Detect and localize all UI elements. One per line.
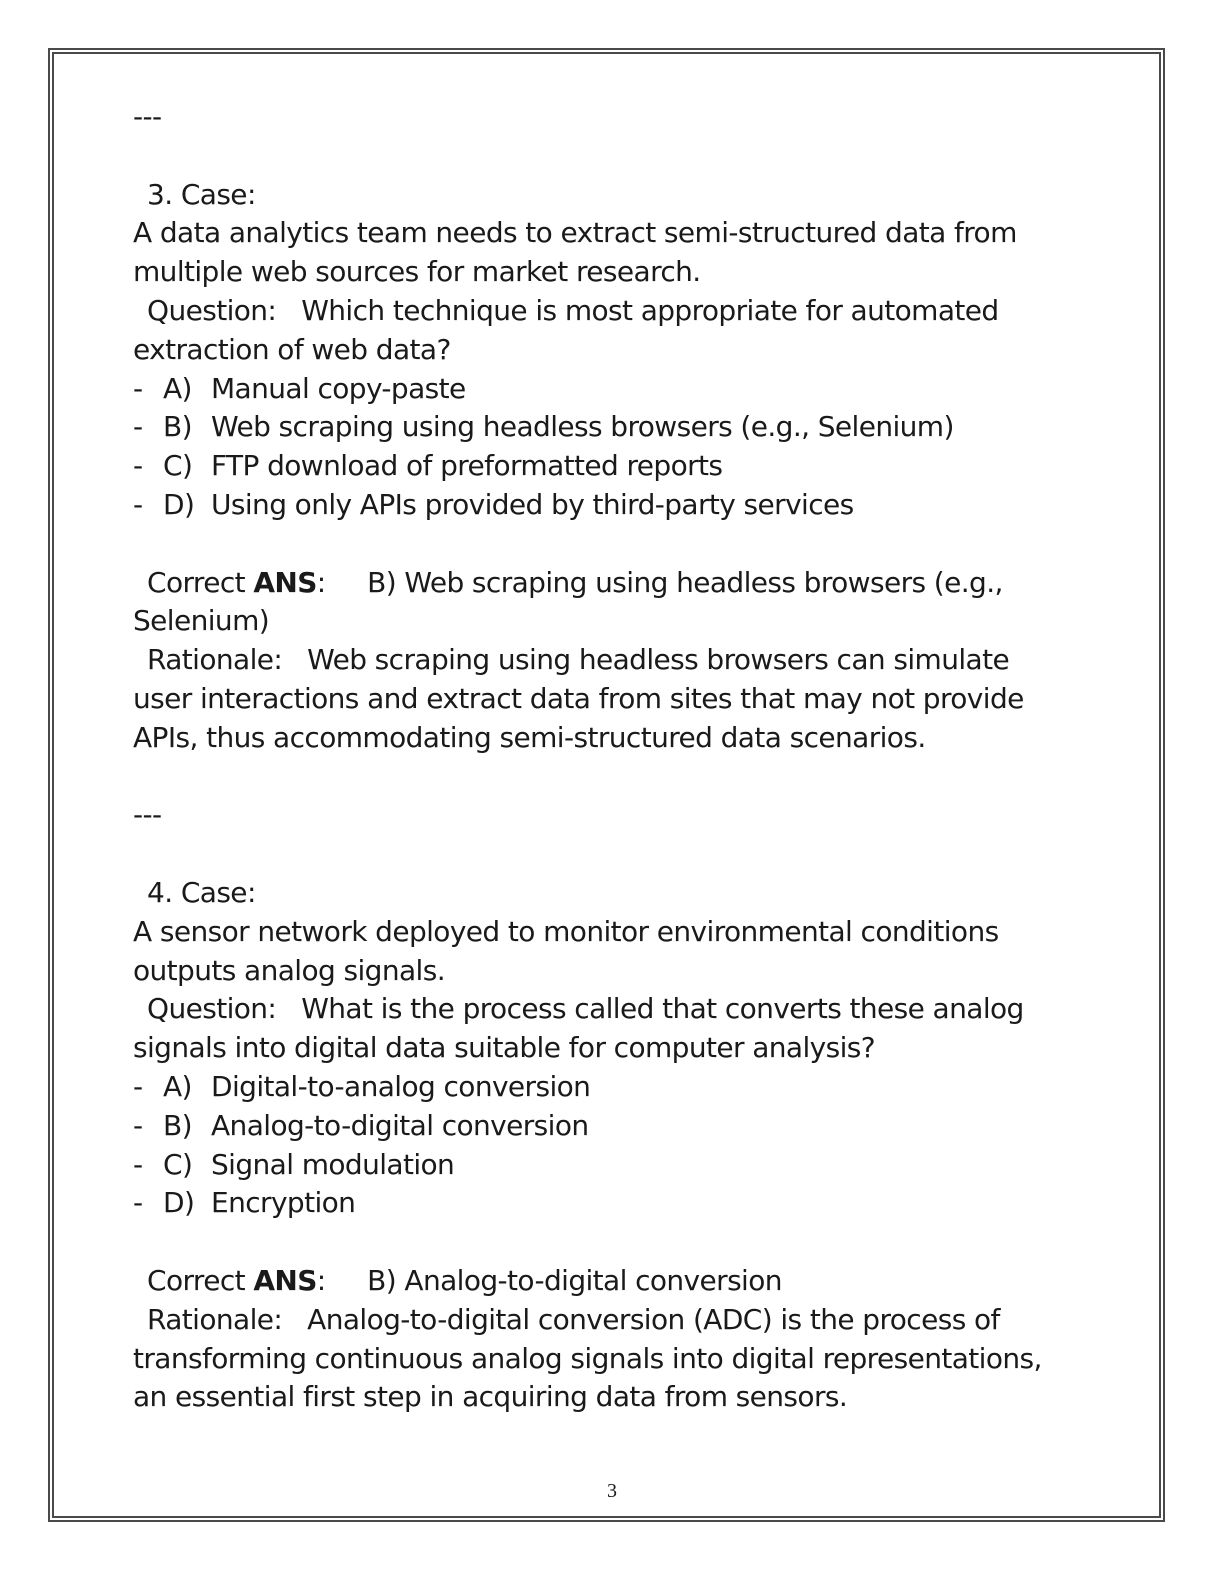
option-letter: A): [163, 1069, 192, 1103]
page-number: 3: [607, 1480, 617, 1502]
option-d: - D) Encryption: [133, 1184, 1093, 1223]
option-letter: A): [163, 371, 192, 405]
option-letter: C): [163, 1147, 193, 1181]
answer-bold-label: ANS: [253, 1263, 317, 1297]
rationale-line: transforming continuous analog signals into digital representations,: [133, 1341, 1042, 1375]
option-d: - D) Using only APIs provided by third-party services: [133, 486, 1093, 525]
rationale-line: Analog-to-digital conversion (ADC) is the process of: [307, 1302, 1000, 1336]
option-c: - C) Signal modulation: [133, 1146, 1093, 1185]
question: [133, 990, 1093, 1029]
rationale: [133, 1301, 1093, 1340]
option-text: Manual copy-paste: [211, 371, 466, 405]
document-body: [133, 98, 1093, 1417]
question-line: signals into digital data suitable for computer analysis?: [133, 1031, 876, 1065]
rationale-line: Web scraping using headless browsers can simulate: [307, 643, 1010, 677]
answer-line: Selenium): [133, 604, 270, 638]
option-letter: B): [163, 1108, 192, 1142]
question: [133, 292, 1093, 331]
option-text: Analog-to-digital conversion: [211, 1108, 589, 1142]
option-c: - C) FTP download of preformatted reports: [133, 447, 1093, 486]
separator: ---: [133, 798, 162, 832]
option-text: Web scraping using headless browsers (e.g., Selenium): [211, 410, 954, 444]
question-line: What is the process called that converts these analog: [301, 992, 1024, 1026]
answer-line: B) Web scraping using headless browsers (e.g.,: [367, 565, 1003, 599]
option-a: - A) Manual copy-paste: [133, 370, 1093, 409]
rationale-label: Rationale:: [147, 1302, 283, 1336]
option-letter: B): [163, 410, 192, 444]
case-heading: 4. Case:: [147, 875, 256, 909]
question-label: Question:: [147, 293, 277, 327]
option-letter: C): [163, 449, 193, 483]
option-text: Using only APIs provided by third-party services: [211, 487, 854, 521]
separator: ---: [133, 100, 162, 133]
correct-answer: Correct ANS: B) Web scraping using headless browsers (e.g.,: [147, 565, 1003, 599]
option-a: - A) Digital-to-analog conversion: [133, 1068, 1093, 1107]
correct-answer: Correct ANS: B) Analog-to-digital conversion: [147, 1263, 782, 1297]
option-b: - B) Web scraping using headless browsers (e.g., Selenium): [133, 408, 1093, 447]
option-letter: D): [163, 1186, 195, 1220]
question-line: extraction of web data?: [133, 332, 451, 366]
scenario-line: multiple web sources for market research.: [133, 255, 701, 289]
option-b: - B) Analog-to-digital conversion: [133, 1107, 1093, 1146]
rationale: [133, 641, 1093, 680]
rationale-line: APIs, thus accommodating semi-structured data scenarios.: [133, 720, 926, 754]
rationale-line: an essential first step in acquiring data from sensors.: [133, 1380, 848, 1414]
option-text: Encryption: [211, 1186, 356, 1220]
answer-bold-label: ANS: [253, 565, 317, 599]
scenario-line: A data analytics team needs to extract semi-structured data from: [133, 216, 1017, 250]
question-label: Question:: [147, 992, 277, 1026]
scenario-line: outputs analog signals.: [133, 953, 446, 987]
option-letter: D): [163, 487, 195, 521]
rationale-line: user interactions and extract data from sites that may not provide: [133, 681, 1024, 715]
case-3: [133, 176, 1093, 758]
option-text: Signal modulation: [211, 1147, 455, 1181]
scenario-line: A sensor network deployed to monitor environmental conditions: [133, 914, 999, 948]
option-text: Digital-to-analog conversion: [211, 1069, 591, 1103]
case-heading: 3. Case:: [147, 177, 256, 211]
answer-line: B) Analog-to-digital conversion: [367, 1263, 782, 1297]
rationale-label: Rationale:: [147, 643, 283, 677]
option-text: FTP download of preformatted reports: [211, 449, 723, 483]
case-4: [133, 874, 1093, 1417]
question-line: Which technique is most appropriate for automated: [301, 293, 999, 327]
